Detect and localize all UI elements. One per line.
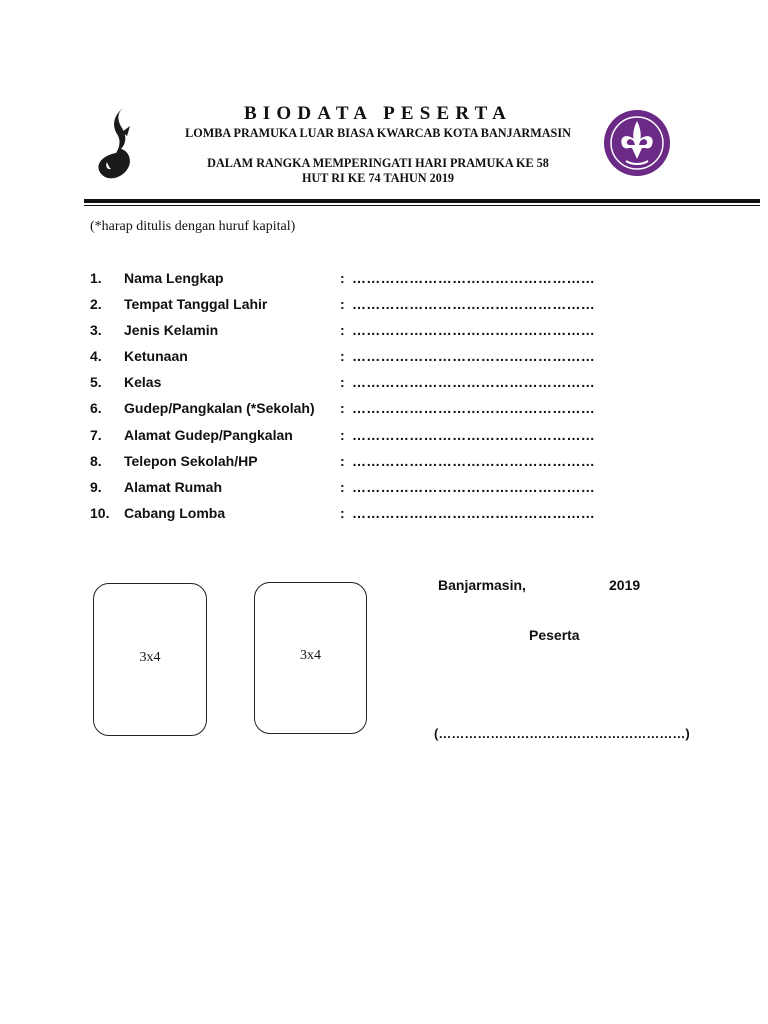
event-subtitle: LOMBA PRAMUKA LUAR BIASA KWARCAB KOTA BANJARMASIN xyxy=(185,126,571,140)
row-number: 2. xyxy=(90,296,102,312)
row-fill-line[interactable]: …………………………………………… xyxy=(352,427,596,443)
capital-letters-note: (*harap ditulis dengan huruf kapital) xyxy=(90,219,296,234)
row-fill-line[interactable]: …………………………………………… xyxy=(352,400,596,416)
row-colon: : xyxy=(340,400,345,416)
row-number: 6. xyxy=(90,400,102,416)
photo-size-label: 3x4 xyxy=(300,648,321,663)
row-number: 8. xyxy=(90,453,102,469)
row-number: 3. xyxy=(90,322,102,338)
form-row xyxy=(0,322,768,348)
form-row xyxy=(0,348,768,374)
row-label: Gudep/Pangkalan (*Sekolah) xyxy=(124,400,315,416)
row-colon: : xyxy=(340,505,345,521)
row-fill-line[interactable]: …………………………………………… xyxy=(352,296,596,312)
row-number: 7. xyxy=(90,427,102,443)
row-colon: : xyxy=(340,322,345,338)
form-row xyxy=(0,296,768,322)
row-fill-line[interactable]: …………………………………………… xyxy=(352,505,596,521)
row-label: Alamat Rumah xyxy=(124,479,223,495)
row-number: 1. xyxy=(90,270,102,286)
row-fill-line[interactable]: …………………………………………… xyxy=(352,479,596,495)
row-fill-line[interactable]: …………………………………………… xyxy=(352,322,596,338)
header-divider-thin xyxy=(84,205,760,206)
row-label: Jenis Kelamin xyxy=(124,322,219,338)
row-fill-line[interactable]: …………………………………………… xyxy=(352,348,596,364)
row-label: Telepon Sekolah/HP xyxy=(124,453,258,469)
row-number: 5. xyxy=(90,374,102,390)
form-row xyxy=(0,505,768,531)
signature-role: Peserta xyxy=(529,627,580,643)
row-number: 4. xyxy=(90,348,102,364)
row-label: Ketunaan xyxy=(124,348,188,364)
form-row xyxy=(0,479,768,505)
anniversary-subtitle: HUT RI KE 74 TAHUN 2019 xyxy=(301,171,455,185)
signature-city: Banjarmasin, xyxy=(438,577,526,593)
form-row xyxy=(0,400,768,426)
form-row xyxy=(0,270,768,296)
row-colon: : xyxy=(340,296,345,312)
row-label: Tempat Tanggal Lahir xyxy=(124,296,268,312)
row-fill-line[interactable]: …………………………………………… xyxy=(352,374,596,390)
header-divider-thick xyxy=(84,199,760,203)
row-label: Alamat Gudep/Pangkalan xyxy=(124,427,293,443)
photo-box-2[interactable] xyxy=(254,582,367,734)
row-colon: : xyxy=(340,453,345,469)
row-number: 9. xyxy=(90,479,102,495)
row-colon: : xyxy=(340,479,345,495)
row-fill-line[interactable]: …………………………………………… xyxy=(352,453,596,469)
photo-box-1[interactable] xyxy=(93,583,207,736)
tunas-kelapa-icon xyxy=(96,106,140,182)
signature-name-line[interactable]: (…………………………………………………) xyxy=(434,726,690,741)
form-row xyxy=(0,427,768,453)
occasion-subtitle: DALAM RANGKA MEMPERINGATI HARI PRAMUKA KE 58 xyxy=(207,156,549,170)
row-colon: : xyxy=(340,374,345,390)
row-label: Kelas xyxy=(124,374,162,390)
row-colon: : xyxy=(340,427,345,443)
row-fill-line[interactable]: …………………………………………… xyxy=(352,270,596,286)
row-label: Nama Lengkap xyxy=(124,270,224,286)
row-number: 10. xyxy=(90,505,110,521)
row-label: Cabang Lomba xyxy=(124,505,226,521)
form-row xyxy=(0,374,768,400)
row-colon: : xyxy=(340,270,345,286)
photo-size-label: 3x4 xyxy=(139,650,161,665)
form-row xyxy=(0,453,768,479)
page-title: BIODATA PESERTA xyxy=(243,103,513,124)
signature-year: 2019 xyxy=(609,577,641,593)
row-colon: : xyxy=(340,348,345,364)
